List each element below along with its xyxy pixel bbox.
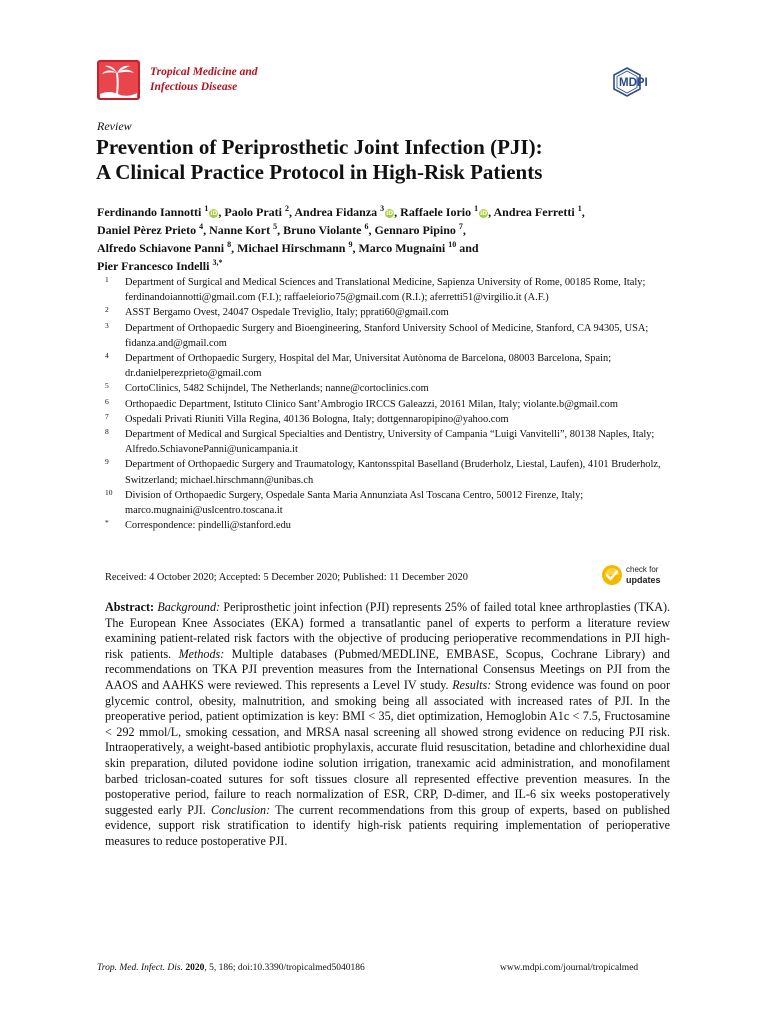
affiliation-marker: 9 <box>348 240 353 249</box>
journal-abbreviation: Trop. Med. Infect. Dis. <box>97 963 183 973</box>
journal-name-line2: Infectious Disease <box>150 81 238 93</box>
affiliation-item <box>105 321 680 351</box>
author-name[interactable]: Marco Mugnaini <box>358 241 446 255</box>
correspondence-text: Correspondence: pindelli@stanford.edu <box>125 520 291 532</box>
author-name[interactable]: Bruno Violante <box>283 223 362 237</box>
affiliation-number: 2 <box>105 305 109 315</box>
affiliation-number: 4 <box>105 351 109 361</box>
author-name[interactable]: Raffaele Iorio <box>400 205 472 219</box>
affiliation-number: 10 <box>105 487 113 497</box>
author-name[interactable]: Alfredo Schiavone Panni <box>97 241 225 255</box>
conclusion-text: The current recommendations from this group of experts, based on published evidence, support risk stratification to identify high-risk patients requiring implementation of perioperative measures to reduce postoperative PJI. <box>105 802 670 848</box>
affiliation-list <box>105 275 680 533</box>
affiliation-number: 8 <box>105 427 109 437</box>
paper-title-line1: Prevention of Periprosthetic Joint Infection (PJI): <box>96 135 543 159</box>
check-updates-text <box>626 565 661 585</box>
check-updates-line2: updates <box>626 575 661 585</box>
article-type: Review <box>97 119 132 133</box>
author-name[interactable]: Ferdinando Iannotti <box>97 205 202 219</box>
journal-name <box>150 65 258 95</box>
affiliation-text: Department of Orthopaedic Surgery, Hospital del Mar, Universitat Autònoma de Barcelona, 08003 Barcelona, Spain; dr.danielperezprieto@gmail.com <box>125 353 612 380</box>
affiliation-text: CortoClinics, 5482 Schijndel, The Netherlands; nanne@cortoclinics.com <box>125 383 429 395</box>
affiliation-marker: 3 <box>380 204 385 213</box>
journal-name-line1: Tropical Medicine and <box>150 66 258 78</box>
affiliation-number: 5 <box>105 381 109 391</box>
author-line: Ferdinando Iannotti $^1$iD, Paolo Prati $^2$, Andrea Fidanza $^3$iD, Raffaele Iorio $^1$iD, Andrea Ferretti $^1$, <box>97 204 585 219</box>
abstract <box>105 600 670 850</box>
correspondence-marker: * <box>105 518 109 528</box>
orcid-icon[interactable]: iD <box>480 210 488 217</box>
affiliation-number: 7 <box>105 411 109 421</box>
abstract-label: Abstract: <box>105 600 155 614</box>
results-text: Strong evidence was found on poor glycemic control, obesity, malnutrition, and smoking being all associated with increased rates of PJI. In the preoperative period, patient optimization is key: BMI < 35, diet optimization, Hemoglobin A1c < 7.5, Fructosamine < 292 mmol/L, smoking cessation, and MRSA nasal screening all showed strong evidence on reducing PJI risk. Intraoperatively, a weight-based antibiotic prophylaxis, accurate fluid resuscitation, betadine and chlorhexidine dual skin preparation, diluted povidone iodine solution irrigation, tranexamic acid administration, and monofilament barbed triclosan-coated sutures for soft tissues closure all represented effective prevention measures. In the postoperative period, failure to reach normalization of ESR, CRP, D-dimer, and IL-6 six weeks postoperatively suggested early PJI. <box>105 677 670 817</box>
affiliation-text: Department of Medical and Surgical Specialties and Dentistry, University of Campania “Luigi Vanvitelli”, 80138 Naples, Italy; Alfredo.SchiavonePanni@unicampania.it <box>125 429 655 456</box>
affiliation-item <box>105 488 680 518</box>
affiliation-marker: 8 <box>227 240 232 249</box>
affiliation-number: 9 <box>105 457 109 467</box>
author-name[interactable]: Pier Francesco Indelli <box>97 259 210 273</box>
citation-footer <box>97 963 365 973</box>
affiliation-item <box>105 412 680 427</box>
affiliation-marker: 6 <box>364 222 369 231</box>
affiliation-item <box>105 397 680 412</box>
results-label: Results: <box>452 677 492 692</box>
author-name[interactable]: Paolo Prati <box>224 205 283 219</box>
affiliation-text: Orthopaedic Department, Istituto Clinico Sant’Ambrogio IRCCS Galeazzi, 20161 Milan, Italy; violante.b@gmail.com <box>125 398 618 410</box>
affiliation-number: 1 <box>105 275 109 284</box>
author-name[interactable]: Daniel Pèrez Prieto <box>97 223 197 237</box>
affiliation-marker: 5 <box>273 222 278 231</box>
affiliation-text: ASST Bergamo Ovest, 24047 Ospedale Treviglio, Italy; pprati60@gmail.com <box>125 307 449 319</box>
orcid-icon[interactable]: iD <box>210 210 218 217</box>
affiliation-text: Division of Orthopaedic Surgery, Ospedale Santa Maria Annunziata Asl Toscana Centro, 50012 Firenze, Italy; marco.mugnaini@uslcentro.toscana.it <box>125 489 584 517</box>
author-line: Daniel Pèrez Prieto $^4$, Nanne Kort $^5$, Bruno Violante $^6$, Gennaro Pipino $^7$, <box>97 222 466 237</box>
affiliation-item <box>105 381 680 396</box>
affiliation-marker: 3,* <box>212 258 223 267</box>
affiliation-item <box>105 427 680 457</box>
affiliation-text: Department of Surgical and Medical Sciences and Translational Medicine, Sapienza University of Rome, 00185 Rome, Italy; ferdinandoiannotti@gmail.com (F.I.); raffaeleiorio75@gmail.com (R.I.); aferretti51@virgilio.it (A.F.) <box>125 277 646 304</box>
affiliation-item <box>105 305 680 320</box>
affiliation-number: 3 <box>105 320 109 330</box>
affiliation-marker: 10 <box>448 240 457 249</box>
conclusion-label: Conclusion: <box>210 802 271 817</box>
citation-details: , 5, 186; doi:10.3390/tropicalmed5040186 <box>204 963 365 973</box>
journal-url[interactable]: www.mdpi.com/journal/tropicalmed <box>500 963 639 973</box>
affiliation-item <box>105 457 680 487</box>
author-line <box>97 257 677 275</box>
affiliation-marker: 2 <box>285 204 290 213</box>
affiliation-text: Department of Orthopaedic Surgery and Bioengineering, Stanford University School of Medicine, Stanford, CA 94305, USA; fidanza.and@gmail.com <box>125 322 649 349</box>
journal-header <box>97 60 677 100</box>
author-name[interactable]: Gennaro Pipino <box>374 223 456 237</box>
paper-title <box>96 135 696 185</box>
affiliation-marker: 4 <box>199 222 204 231</box>
affiliation-marker: 1 <box>204 204 209 213</box>
author-list <box>97 203 677 275</box>
citation-year: 2020 <box>185 963 205 973</box>
author-name[interactable]: Andrea Ferretti <box>493 205 575 219</box>
affiliation-marker: 1 <box>577 204 582 213</box>
affiliation-marker: 7 <box>458 222 463 231</box>
author-conjunction: and <box>459 241 479 255</box>
affiliation-marker: 1 <box>474 204 479 213</box>
affiliation-text: Ospedali Privati Riuniti Villa Regina, 40136 Bologna, Italy; dottgennaropipino@yahoo.com <box>125 413 509 425</box>
correspondence-item <box>105 518 680 533</box>
affiliation-text: Department of Orthopaedic Surgery and Traumatology, Kantonsspital Baselland (Bruderholz, Liestal, Laufen), 4101 Bruderholz, Switzerland; michael.hirschmann@unibas.ch <box>125 459 661 486</box>
orcid-icon[interactable]: iD <box>386 210 394 217</box>
check-updates-line1: check for <box>626 565 659 574</box>
author-name[interactable]: Michael Hirschmann <box>237 241 346 255</box>
affiliation-item <box>105 275 680 305</box>
paper-title-line2: A Clinical Practice Protocol in High-Risk Patients <box>96 160 543 184</box>
publication-dates: Received: 4 October 2020; Accepted: 5 December 2020; Published: 11 December 2020 <box>105 572 468 583</box>
author-name[interactable]: Nanne Kort <box>209 223 271 237</box>
journal-logo-icon <box>97 60 140 100</box>
check-updates-icon <box>601 564 623 586</box>
author-name[interactable]: Andrea Fidanza <box>294 205 378 219</box>
author-line: Alfredo Schiavone Panni $^8$, Michael Hirschmann $^9$, Marco Mugnaini $^{10}$ and <box>97 240 479 255</box>
background-label: Background: <box>157 600 221 614</box>
affiliation-number: 6 <box>105 396 109 406</box>
background-text: Periprosthetic joint infection (PJI) represents 25% of failed total knee arthroplasties (TKA). The European Knee Associates (EKA) formed a transatlantic panel of experts to perform a literature review examining patient-related risk factors with the objective of producing perioperative recommendations in PJI high-risk patients. <box>105 600 670 661</box>
affiliation-item <box>105 351 680 381</box>
mdpi-logo <box>612 67 676 97</box>
check-for-updates-badge[interactable] <box>601 564 673 588</box>
mdpi-logo-text: MDPI <box>619 77 648 89</box>
methods-label: Methods: <box>178 646 225 661</box>
methods-text: Multiple databases (Pubmed/MEDLINE, EMBASE, Scopus, Cochrane Library) and recommendations on TKA PJI prevention measures from the International Consensus Meetings on PJI from the AAOS and AAHKS were reviewed. This represents a Level IV study. <box>105 646 670 692</box>
